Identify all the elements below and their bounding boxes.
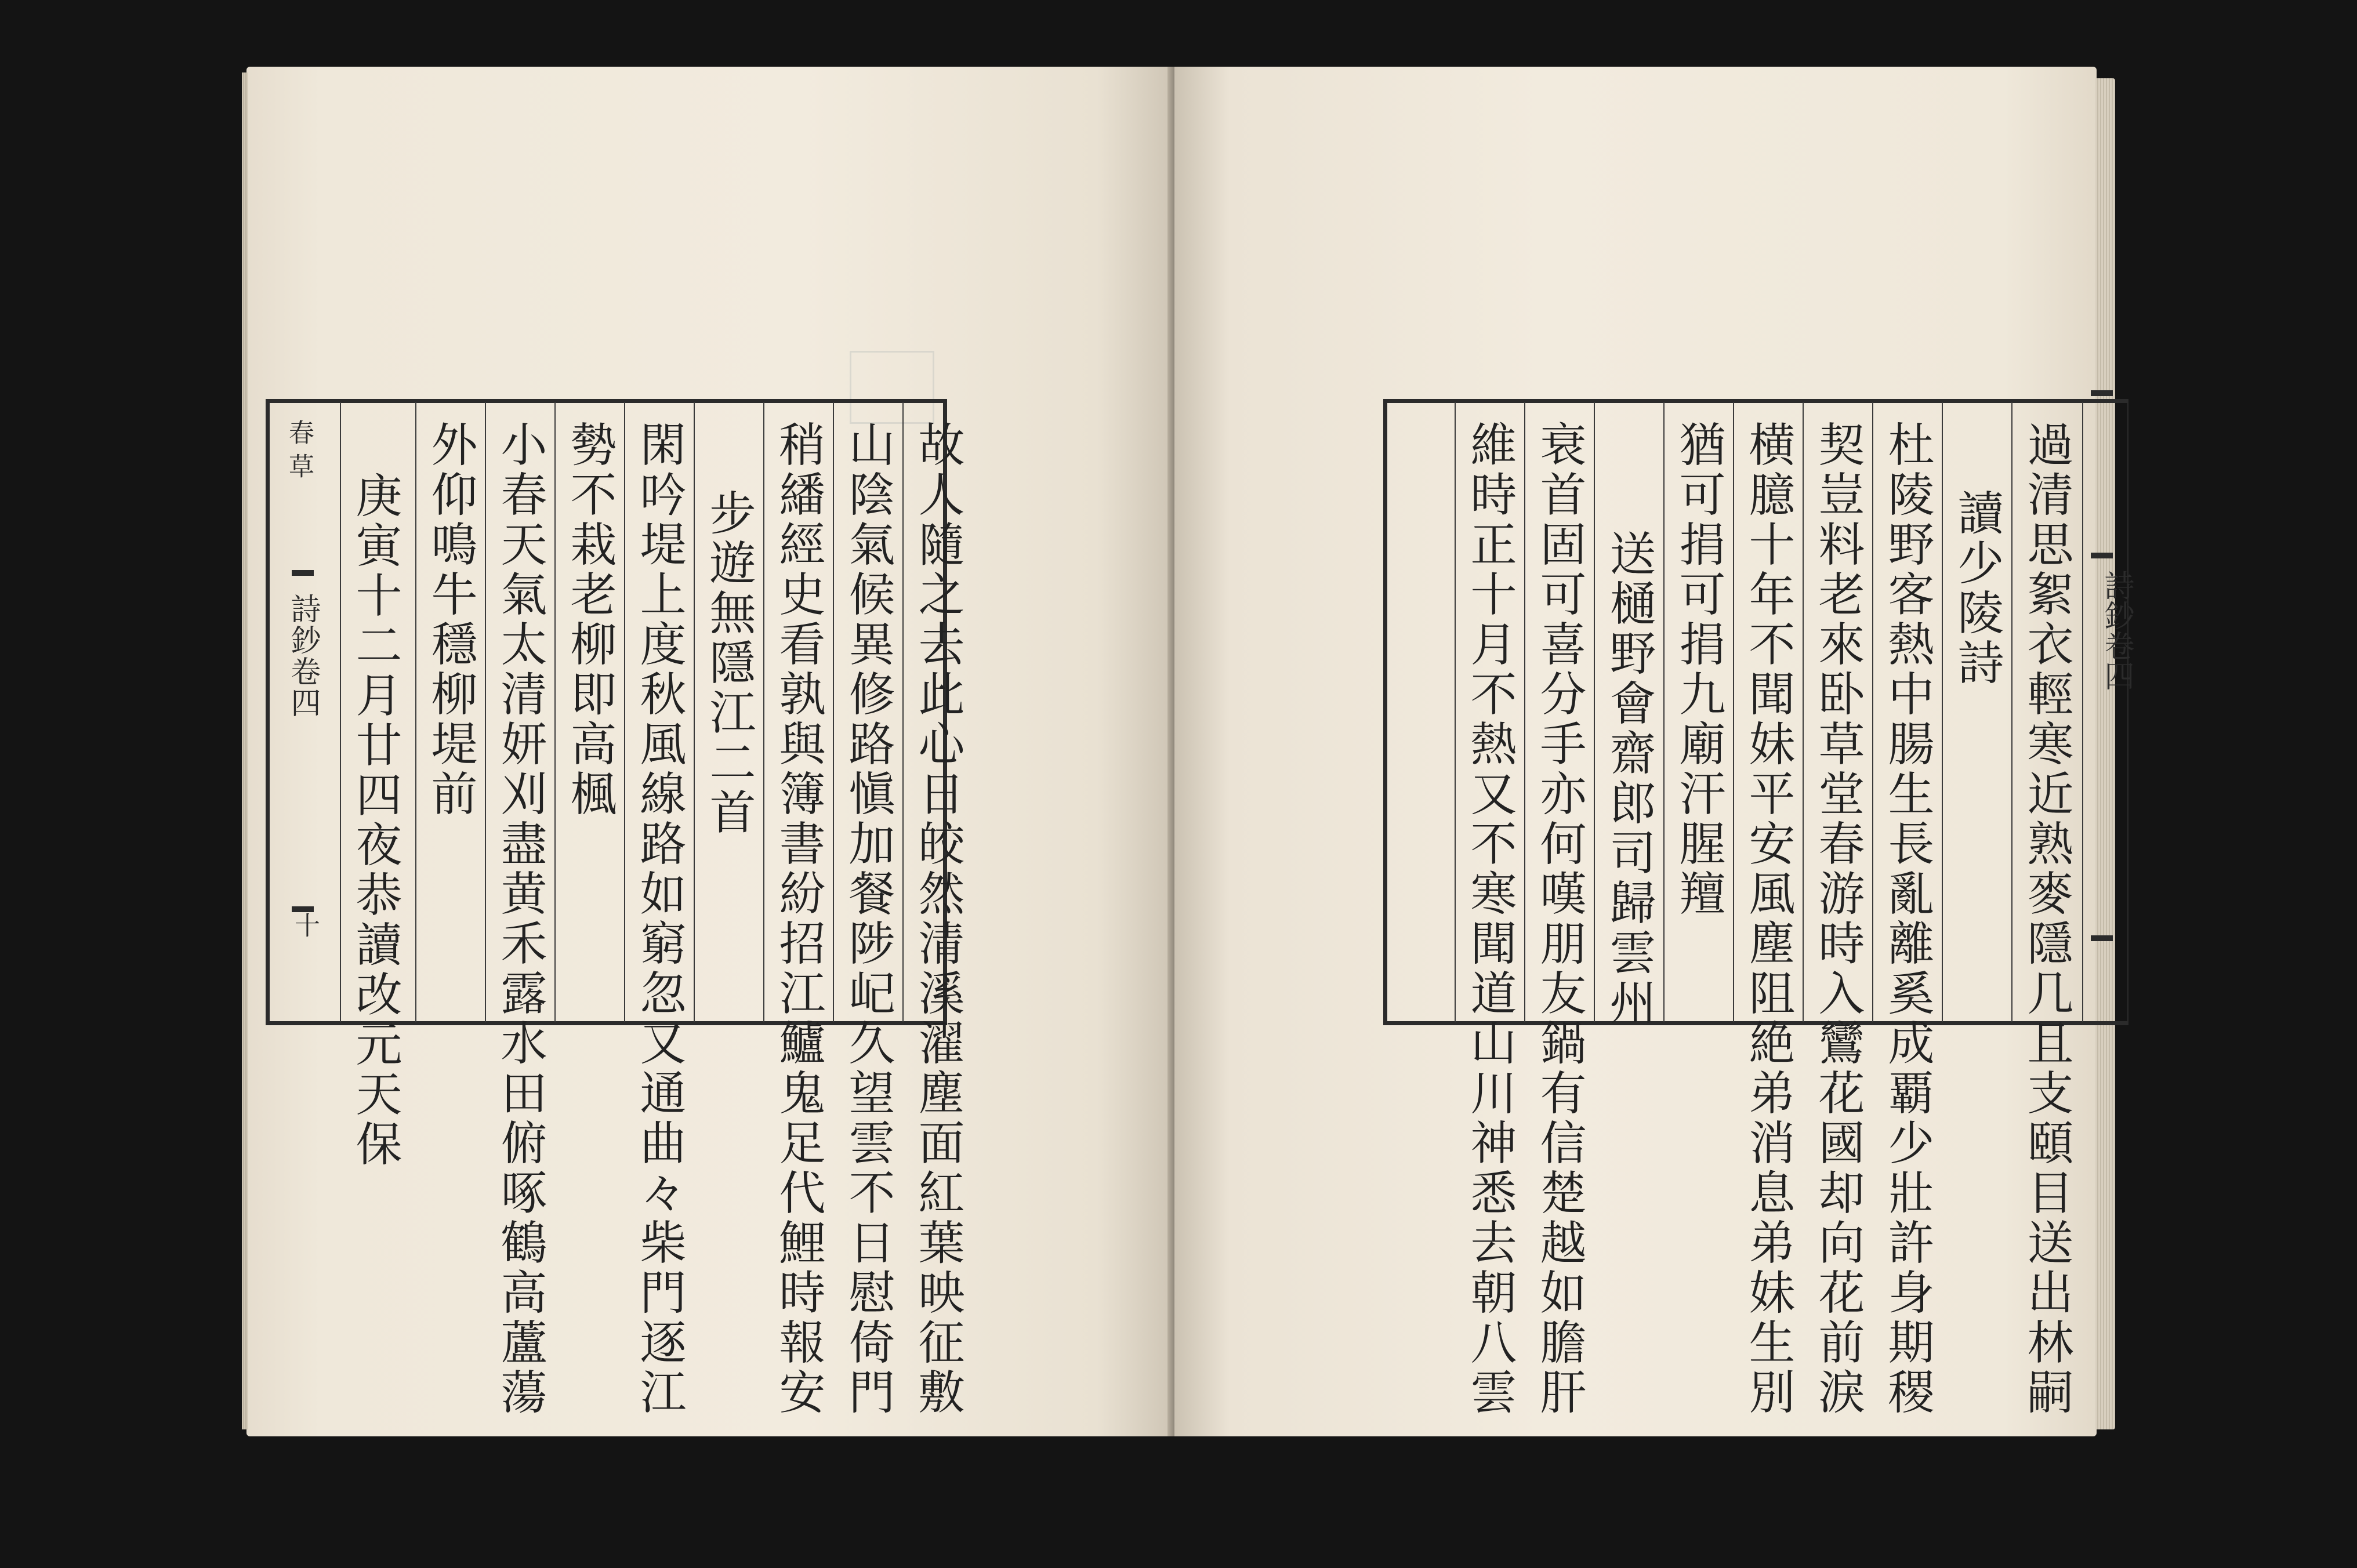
poem-title: 步遊無隱江二首 — [702, 489, 756, 838]
text-column-5: 閑吟堤上度秋風線路如窮忽又通曲々柴門逐江 — [632, 420, 686, 1418]
column-rule — [763, 402, 764, 1022]
left-page-edges — [242, 72, 248, 1429]
text-column-3: 稍繙經史看孰與簿書紛招江鱸鬼足代鯉時報安 — [771, 420, 825, 1418]
text-column-3: 杜陵野客熱中腸生長亂離奚成覇少壯許身期稷 — [1880, 420, 1934, 1418]
text-column-9: 維時正十月不熱又不寒聞道山川神悉去朝八雲 — [1463, 420, 1517, 1418]
column-rule — [2011, 402, 2012, 1022]
column-rule — [340, 402, 341, 1022]
left-page — [246, 67, 1172, 1436]
page-number: 十 — [290, 912, 320, 938]
column-rule — [2082, 402, 2083, 1022]
margin-title: 詩鈔卷四 — [285, 593, 320, 718]
column-rule — [1455, 402, 1456, 1022]
column-rule — [415, 402, 416, 1022]
text-column-2: 山陰氣候異修路愼加餐陟屺久望雲不日慰倚門 — [841, 420, 895, 1418]
text-column-1: 過清思絮衣輕寒近熟麥隱几且支頤目送出林嗣 — [2019, 420, 2073, 1418]
fish-tail-mark — [2091, 935, 2113, 941]
right-page — [1174, 67, 2134, 1436]
open-book — [246, 67, 2134, 1436]
text-frame-right — [1383, 399, 2134, 1418]
column-rule — [902, 402, 904, 1022]
column-rule — [485, 402, 486, 1022]
column-rule — [694, 402, 695, 1022]
text-column-1: 故人隨之去此心日皎然清溪濯塵面紅葉映征敷 — [911, 420, 964, 1418]
column-rule — [1942, 402, 1943, 1022]
column-rule — [1803, 402, 1804, 1022]
fish-tail-mark — [292, 906, 314, 912]
text-column-6: 猶可捐可捐九廟汗腥羶 — [1671, 420, 1725, 919]
text-column-8: 外仰鳴牛穩柳堤前 — [423, 420, 477, 819]
column-rule — [833, 402, 834, 1022]
text-column-6: 勢不栽老柳即高楓 — [563, 420, 617, 819]
text-column-5: 横臆十年不聞妹平安風塵阻絶弟消息弟妹生別 — [1741, 420, 1795, 1418]
poem-title: 送樋野會齋郎司歸雲州 — [1602, 529, 1656, 1028]
column-rule — [624, 402, 625, 1022]
text-column-4: 契豈料老來卧草堂春游時入鸞花國却向花前淚 — [1811, 420, 1865, 1418]
fish-tail-mark — [292, 570, 314, 576]
margin-title: 詩鈔卷四 — [2099, 570, 2134, 691]
column-rule — [1594, 402, 1595, 1022]
column-rule — [1733, 402, 1734, 1022]
column-rule — [1524, 402, 1525, 1022]
fish-tail-mark — [2091, 390, 2113, 396]
text-column-8: 衰首固可喜分手亦何嘆朋友鍋有信楚越如膽肝 — [1532, 420, 1586, 1418]
text-column-7: 小春天氣太清妍刈盡黄禾露水田俯啄鶴高蘆蕩 — [493, 420, 547, 1418]
column-rule — [554, 402, 556, 1022]
fish-tail-mark — [2091, 553, 2113, 558]
margin-top-label: 春草 — [284, 419, 314, 487]
column-rule — [1663, 402, 1665, 1022]
poem-title: 讀少陵詩 — [1950, 489, 2004, 688]
text-frame-left — [266, 399, 964, 1418]
date-column: 庚寅十二月廿四夜恭讀改元天保 — [348, 471, 402, 1170]
column-rule — [1872, 402, 1873, 1022]
